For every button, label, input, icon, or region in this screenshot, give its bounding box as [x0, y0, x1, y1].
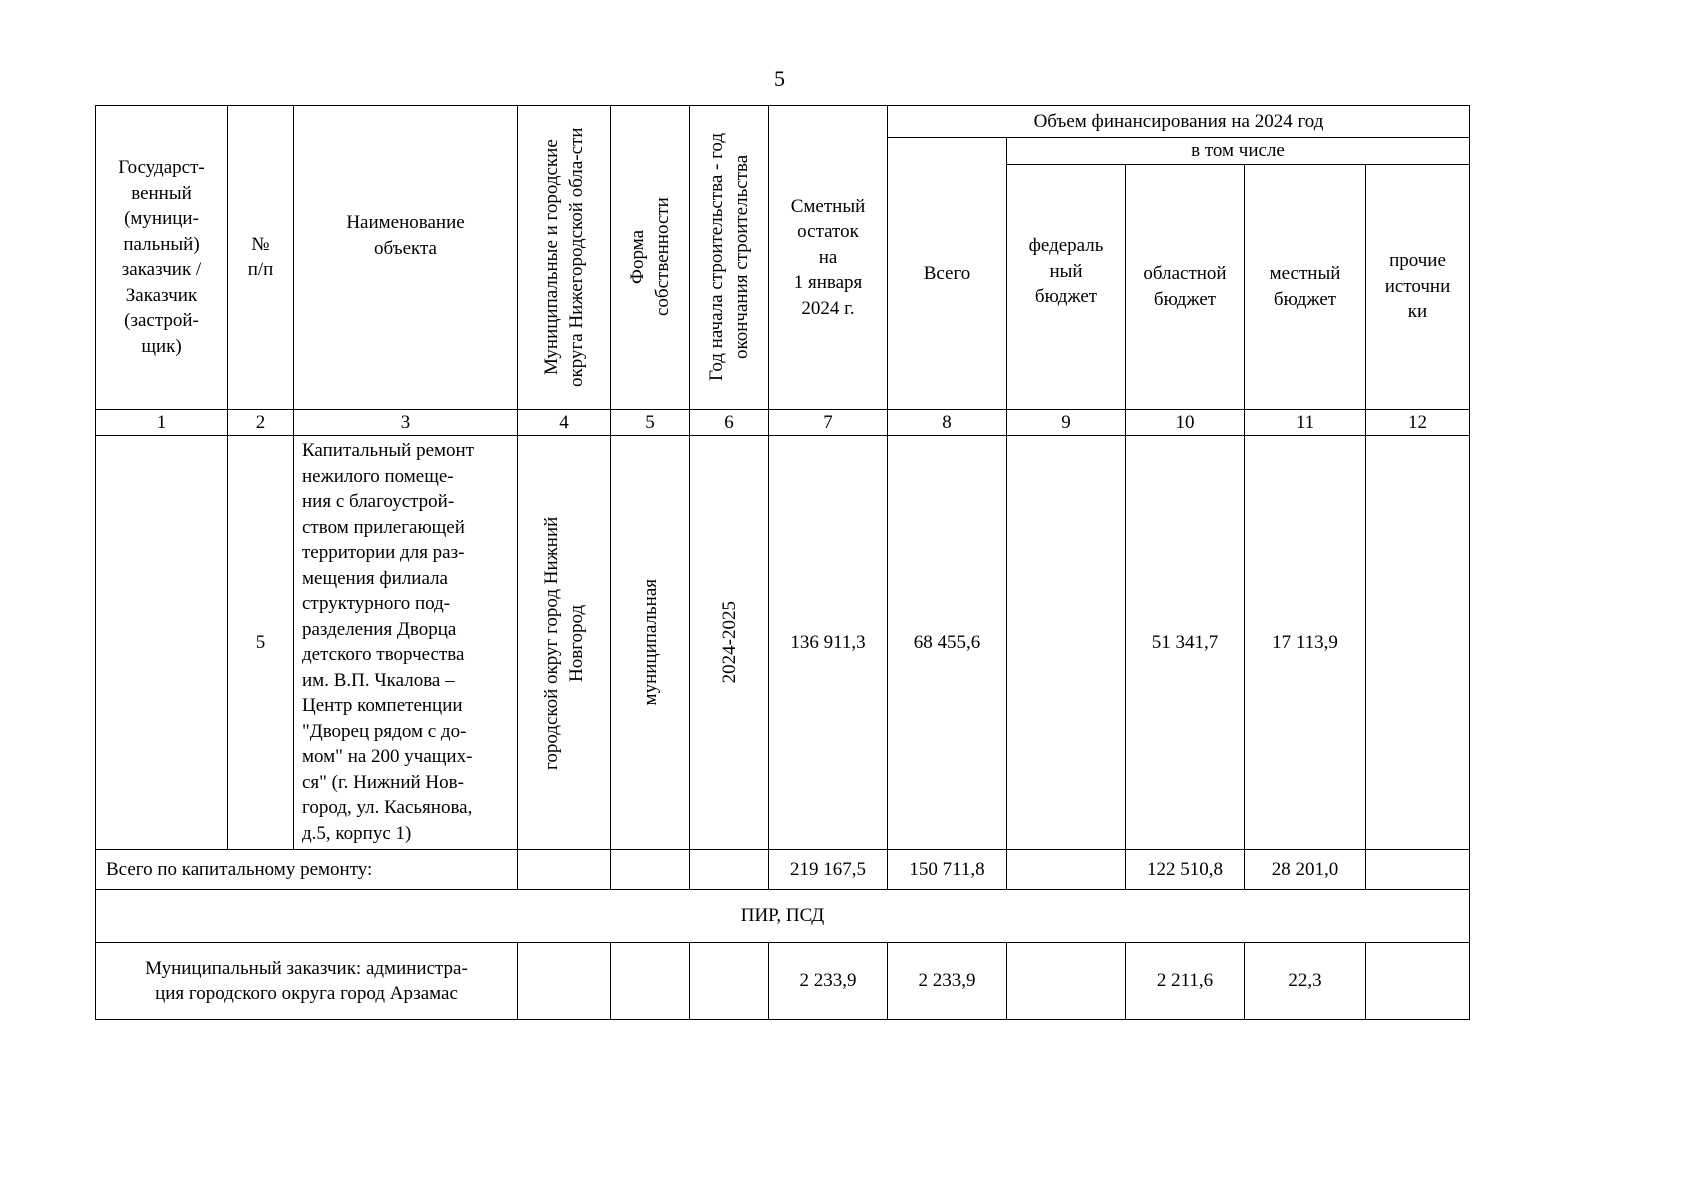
header-line: областной [1143, 263, 1227, 284]
customer-other [1366, 943, 1470, 1020]
header-line: местный [1269, 263, 1341, 284]
customer-empty [518, 943, 611, 1020]
row-other [1366, 436, 1470, 850]
header-ownership-text: Форма собственности [627, 197, 673, 317]
total-federal [1007, 850, 1126, 890]
header-line: бюджет [1273, 288, 1337, 310]
total-total: 150 711,8 [888, 850, 1007, 890]
customer-balance: 2 233,9 [769, 943, 888, 1020]
row-customer [96, 436, 228, 850]
column-number: 8 [888, 409, 1007, 436]
header-line: остаток [797, 221, 859, 242]
header-line: п/п [247, 259, 274, 281]
name-line: Центр компетенции [302, 695, 463, 716]
column-number: 9 [1007, 409, 1126, 436]
header-line: № [251, 233, 270, 255]
column-number: 1 [96, 409, 228, 436]
header-line: Наименование [346, 212, 465, 233]
column-number: 7 [769, 409, 888, 436]
name-line: ся" (г. Нижний Нов- [302, 771, 464, 793]
header-customer-lines [100, 155, 223, 359]
header-line: пальный) [123, 233, 200, 255]
name-line: структурного под- [302, 593, 451, 614]
header-line: 2024 г. [801, 297, 855, 319]
header-line: (застрой- [124, 310, 199, 332]
section-title: ПИР, ПСД [96, 890, 1470, 943]
header-line: прочие [1389, 250, 1446, 272]
total-empty [518, 850, 611, 890]
name-line: детского творчества [302, 644, 465, 665]
row-local: 17 113,9 [1245, 436, 1366, 850]
total-regional: 122 510,8 [1126, 850, 1245, 890]
header-line: Государст- [118, 157, 205, 179]
header-line: объекта [374, 237, 437, 259]
customer-label [96, 943, 518, 1020]
header-line: федераль [1028, 235, 1104, 257]
header-line: Сметный [790, 195, 866, 217]
customer-regional: 2 211,6 [1126, 943, 1245, 1020]
page-number: 5 [774, 66, 785, 91]
customer-local: 22,3 [1245, 943, 1366, 1020]
row-municipality-text: городской округ город Нижний Новгород [541, 515, 587, 770]
customer-label-line: Муниципальный заказчик: администра- [145, 957, 468, 979]
header-line: щик) [141, 335, 182, 357]
name-line: им. В.П. Чкалова – [302, 669, 455, 691]
customer-total: 2 233,9 [888, 943, 1007, 1020]
header-line: венный [131, 182, 192, 204]
name-line: территории для раз- [302, 542, 465, 563]
name-line: д.5, корпус 1) [302, 822, 412, 844]
header-federal [1007, 164, 1126, 409]
total-empty [611, 850, 690, 890]
header-line: Заказчик [125, 284, 198, 306]
name-line: Капитальный ремонт [302, 440, 475, 461]
column-numbers-row [96, 409, 1470, 436]
name-line: ния с благоустрой- [302, 491, 455, 512]
name-line: мом" на 200 учащих- [302, 746, 473, 767]
header-line: бюджет [1153, 288, 1217, 310]
name-line: нежилого помеще- [302, 465, 454, 487]
row-ownership-text: муниципальная [639, 579, 661, 706]
name-line: ством прилегающей [302, 516, 465, 538]
header-regional [1126, 164, 1245, 409]
customer-empty [690, 943, 769, 1020]
row-total: 68 455,6 [888, 436, 1007, 850]
name-line: "Дворец рядом с до- [302, 720, 467, 742]
header-line: (муници- [124, 208, 199, 230]
row-number: 5 [228, 436, 294, 850]
customer-label-line: ция городского округа город Арзамас [155, 983, 458, 1004]
header-years-text: Год начала строительства - год окончания строительства [706, 133, 752, 382]
total-label: Всего по капитальному ремонту: [96, 850, 518, 890]
header-line: ный [1049, 260, 1083, 282]
column-number: 5 [611, 409, 690, 436]
table-row [96, 436, 1470, 850]
header-line: ки [1407, 301, 1428, 323]
header-line: на [818, 246, 838, 268]
customer-federal [1007, 943, 1126, 1020]
header-other [1366, 164, 1470, 409]
header-line: заказчик / [121, 259, 202, 281]
financing-table [95, 105, 1470, 1020]
total-empty [690, 850, 769, 890]
header-total: Всего [888, 138, 1007, 410]
column-number: 11 [1245, 409, 1366, 436]
header-ownership [611, 106, 690, 410]
column-number: 10 [1126, 409, 1245, 436]
header-years [690, 106, 769, 410]
row-balance: 136 911,3 [769, 436, 888, 850]
column-number: 12 [1366, 409, 1470, 436]
header-municipality [518, 106, 611, 410]
name-line: город, ул. Касьянова, [302, 797, 473, 818]
row-years [690, 436, 769, 850]
header-customer [96, 106, 228, 410]
total-row [96, 850, 1470, 890]
header-line: бюджет [1034, 286, 1098, 308]
customer-empty [611, 943, 690, 1020]
name-line: разделения Дворца [302, 618, 457, 640]
total-local: 28 201,0 [1245, 850, 1366, 890]
row-federal [1007, 436, 1126, 850]
header-financing-group: Объем финансирования на 2024 год [888, 106, 1470, 138]
header-municipality-text: Муниципальные и городские округа Нижегородской обла-сти [541, 127, 587, 388]
total-balance: 219 167,5 [769, 850, 888, 890]
row-ownership [611, 436, 690, 850]
row-object-name [294, 436, 518, 850]
total-other [1366, 850, 1470, 890]
column-number: 3 [294, 409, 518, 436]
header-number [228, 106, 294, 410]
header-line: 1 января [793, 272, 863, 293]
header-line: источни [1384, 275, 1451, 297]
header-including: в том числе [1007, 138, 1470, 165]
name-line: мещения филиала [302, 567, 448, 589]
header-balance [769, 106, 888, 410]
column-number: 2 [228, 409, 294, 436]
row-regional: 51 341,7 [1126, 436, 1245, 850]
column-number: 6 [690, 409, 769, 436]
row-years-text: 2024-2025 [718, 601, 740, 684]
row-municipality [518, 436, 611, 850]
header-object-name [294, 106, 518, 410]
customer-row [96, 943, 1470, 1020]
section-row [96, 890, 1470, 943]
column-number: 4 [518, 409, 611, 436]
header-local [1245, 164, 1366, 409]
